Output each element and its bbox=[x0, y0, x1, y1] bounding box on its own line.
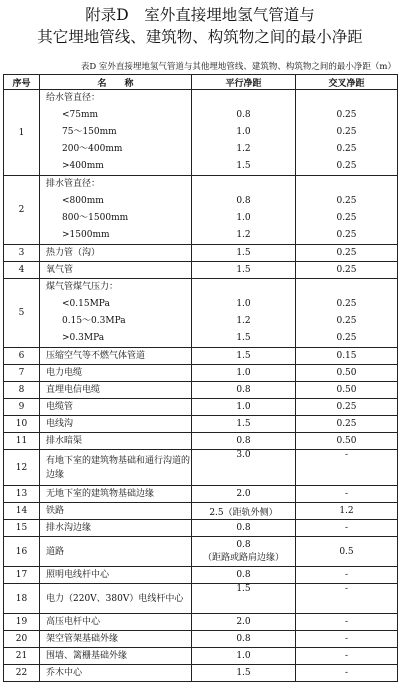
row-number: 18 bbox=[4, 584, 40, 614]
parallel-cell bbox=[192, 567, 296, 584]
parallel-cell bbox=[192, 90, 296, 176]
group-title: 煤气管煤气压力： bbox=[46, 282, 119, 292]
row-name-cell bbox=[40, 450, 192, 486]
table-row bbox=[4, 584, 398, 614]
row-name-cell bbox=[40, 665, 192, 682]
parallel-value: 1.5 bbox=[236, 161, 251, 171]
parallel-cell bbox=[192, 486, 296, 503]
table-row bbox=[4, 382, 398, 399]
parallel-value: 1.5 bbox=[236, 419, 251, 429]
row-number: 17 bbox=[4, 567, 40, 584]
parallel-value: 1.5 bbox=[236, 351, 251, 361]
row-name-cell bbox=[40, 503, 192, 520]
cross-cell bbox=[296, 450, 398, 486]
cross-value: - bbox=[344, 570, 349, 580]
parallel-cell bbox=[192, 614, 296, 631]
header-cross: 交叉净距 bbox=[296, 75, 398, 90]
cross-value: 0.25 bbox=[336, 402, 357, 412]
cross-cell bbox=[296, 348, 398, 365]
row-number: 8 bbox=[4, 382, 40, 399]
parallel-value: 1.0 bbox=[236, 127, 251, 137]
cross-cell bbox=[296, 176, 398, 245]
row-number: 11 bbox=[4, 433, 40, 450]
parallel-value: 1.5 bbox=[236, 265, 251, 275]
parallel-cell bbox=[192, 245, 296, 262]
parallel-value: 1.0 bbox=[236, 368, 251, 378]
row-number: 20 bbox=[4, 631, 40, 648]
parallel-value: 2.0 bbox=[236, 617, 251, 627]
cross-value: - bbox=[344, 634, 349, 644]
cross-value: 0.25 bbox=[336, 316, 357, 326]
sub-item-label: >1500mm bbox=[62, 230, 110, 240]
row-number: 22 bbox=[4, 665, 40, 682]
row-name-cell bbox=[40, 520, 192, 537]
blank-line bbox=[296, 90, 397, 107]
parallel-cell bbox=[192, 537, 296, 567]
table-row bbox=[4, 648, 398, 665]
sub-item-label: >0.3MPa bbox=[62, 333, 105, 343]
row-name-cell bbox=[40, 279, 192, 348]
table-row bbox=[4, 348, 398, 365]
row-name-cell bbox=[40, 416, 192, 433]
parallel-value: 3.0 bbox=[236, 450, 251, 460]
table-row bbox=[4, 90, 398, 176]
parallel-cell bbox=[192, 262, 296, 279]
table-row bbox=[4, 399, 398, 416]
sub-item-label: >400mm bbox=[62, 161, 104, 171]
parallel-value: 0.8 bbox=[236, 436, 251, 446]
cross-value: - bbox=[344, 617, 349, 627]
row-number: 19 bbox=[4, 614, 40, 631]
cross-value: 0.25 bbox=[336, 419, 357, 429]
cross-value: 0.50 bbox=[336, 436, 357, 446]
table-row bbox=[4, 665, 398, 682]
parallel-value: 1.0 bbox=[236, 402, 251, 412]
parallel-cell bbox=[192, 631, 296, 648]
table-row bbox=[4, 416, 398, 433]
header-parallel: 平行净距 bbox=[192, 75, 296, 90]
parallel-value: 1.5 bbox=[236, 584, 251, 594]
row-name: 照明电线杆中心 bbox=[46, 570, 110, 580]
row-number: 21 bbox=[4, 648, 40, 665]
row-number: 16 bbox=[4, 537, 40, 567]
cross-cell bbox=[296, 245, 398, 262]
row-name-cell bbox=[40, 537, 192, 567]
parallel-value: 1.2 bbox=[236, 316, 251, 326]
table-row bbox=[4, 486, 398, 503]
row-name-cell bbox=[40, 486, 192, 503]
sub-item-label: 800～1500mm bbox=[62, 213, 129, 223]
row-name: 高压电杆中心 bbox=[46, 617, 101, 627]
parallel-cell bbox=[192, 503, 296, 520]
parallel-cell bbox=[192, 665, 296, 682]
row-number: 13 bbox=[4, 486, 40, 503]
cross-cell bbox=[296, 90, 398, 176]
table-row bbox=[4, 262, 398, 279]
table-row bbox=[4, 176, 398, 245]
cross-cell bbox=[296, 279, 398, 348]
cross-value: - bbox=[344, 450, 349, 460]
cross-value: - bbox=[344, 489, 349, 499]
cross-value: 0.50 bbox=[336, 385, 357, 395]
header-name: 名 称 bbox=[40, 75, 192, 90]
cross-value: - bbox=[344, 668, 349, 678]
table-row bbox=[4, 433, 398, 450]
cross-value: 0.25 bbox=[336, 144, 357, 154]
row-name-cell bbox=[40, 433, 192, 450]
parallel-value: 1.5 bbox=[236, 248, 251, 258]
blank-line bbox=[296, 176, 397, 193]
table-row bbox=[4, 365, 398, 382]
row-name-cell bbox=[40, 614, 192, 631]
parallel-cell bbox=[192, 279, 296, 348]
sub-item-label: 75～150mm bbox=[62, 127, 117, 137]
table-header-row bbox=[4, 75, 398, 90]
parallel-value: 1.2 bbox=[236, 230, 251, 240]
cross-cell bbox=[296, 503, 398, 520]
cross-value: 0.25 bbox=[336, 299, 357, 309]
row-name: 电线沟 bbox=[46, 419, 74, 429]
cross-cell bbox=[296, 631, 398, 648]
row-number: 2 bbox=[4, 176, 40, 245]
row-name: 乔木中心 bbox=[46, 668, 83, 678]
parallel-value: 0.8 bbox=[236, 523, 251, 533]
group-title: 给水管直径： bbox=[46, 93, 101, 103]
blank-line bbox=[192, 90, 295, 107]
parallel-value: 1.0 bbox=[236, 213, 251, 223]
cross-value: 0.25 bbox=[336, 127, 357, 137]
cross-value: 0.25 bbox=[336, 333, 357, 343]
row-name: 有地下室的建筑物基础和通行沟道的边缘 bbox=[46, 455, 191, 480]
row-name-cell bbox=[40, 245, 192, 262]
row-name-cell bbox=[40, 567, 192, 584]
cross-cell bbox=[296, 433, 398, 450]
parallel-value: 1.0 bbox=[236, 299, 251, 309]
row-name: 氧气管 bbox=[46, 265, 74, 275]
cross-value: - bbox=[344, 651, 349, 661]
row-name-cell bbox=[40, 262, 192, 279]
parallel-value: 1.5 bbox=[236, 668, 251, 678]
parallel-value: 0.8 bbox=[236, 570, 251, 580]
row-name-cell bbox=[40, 176, 192, 245]
cross-cell bbox=[296, 382, 398, 399]
blank-line bbox=[192, 279, 295, 296]
table-row bbox=[4, 537, 398, 567]
table-row bbox=[4, 567, 398, 584]
table-row bbox=[4, 450, 398, 486]
parallel-cell bbox=[192, 348, 296, 365]
parallel-cell bbox=[192, 382, 296, 399]
row-name: 无地下室的建筑物基础边缘 bbox=[46, 489, 155, 499]
row-number: 4 bbox=[4, 262, 40, 279]
parallel-value: 0.8 bbox=[236, 385, 251, 395]
sub-item-label: <800mm bbox=[62, 196, 104, 206]
blank-line bbox=[296, 279, 397, 296]
row-name-cell bbox=[40, 631, 192, 648]
title-line-1: 附录D 室外直接埋地氢气管道与 bbox=[85, 6, 315, 24]
cross-cell bbox=[296, 584, 398, 614]
title-line-2: 其它埋地管线、建筑物、构筑物之间的最小净距 bbox=[37, 28, 363, 46]
parallel-note: （距路或路肩边缘） bbox=[202, 553, 284, 563]
cross-cell bbox=[296, 416, 398, 433]
cross-value: - bbox=[344, 584, 349, 594]
row-number: 5 bbox=[4, 279, 40, 348]
table-row bbox=[4, 631, 398, 648]
row-name: 电缆管 bbox=[46, 402, 74, 412]
clearance-table bbox=[3, 74, 398, 682]
row-name: 排水沟边缘 bbox=[46, 523, 92, 533]
cross-value: 0.25 bbox=[336, 213, 357, 223]
parallel-value: 0.8 bbox=[236, 196, 251, 206]
cross-cell bbox=[296, 567, 398, 584]
cross-value: 0.5 bbox=[339, 546, 354, 557]
row-number: 7 bbox=[4, 365, 40, 382]
parallel-value: 0.8 bbox=[236, 634, 251, 644]
parallel-cell bbox=[192, 648, 296, 665]
cross-cell bbox=[296, 648, 398, 665]
table-row bbox=[4, 245, 398, 262]
row-number: 1 bbox=[4, 90, 40, 176]
parallel-cell bbox=[192, 520, 296, 537]
row-name: 热力管（沟） bbox=[46, 248, 101, 258]
parallel-cell bbox=[192, 416, 296, 433]
cross-cell bbox=[296, 665, 398, 682]
cross-cell bbox=[296, 262, 398, 279]
blank-line bbox=[192, 176, 295, 193]
row-name-cell bbox=[40, 648, 192, 665]
sub-item-label: <75mm bbox=[62, 110, 99, 120]
row-name: 铁路 bbox=[46, 506, 65, 516]
row-name-cell bbox=[40, 348, 192, 365]
row-name-cell bbox=[40, 365, 192, 382]
cross-value: 0.25 bbox=[336, 265, 357, 275]
table-row bbox=[4, 614, 398, 631]
cross-cell bbox=[296, 537, 398, 567]
cross-value: 0.25 bbox=[336, 161, 357, 171]
cross-cell bbox=[296, 365, 398, 382]
cross-value: 0.25 bbox=[336, 110, 357, 120]
row-number: 9 bbox=[4, 399, 40, 416]
row-number: 3 bbox=[4, 245, 40, 262]
row-number: 6 bbox=[4, 348, 40, 365]
row-name-cell bbox=[40, 584, 192, 614]
cross-cell bbox=[296, 399, 398, 416]
parallel-value: 1.0 bbox=[236, 651, 251, 661]
cross-value: 0.50 bbox=[336, 368, 357, 378]
cross-value: - bbox=[344, 523, 349, 533]
parallel-value: 1.2 bbox=[236, 144, 251, 154]
row-name: 电力电缆 bbox=[46, 368, 83, 378]
parallel-cell bbox=[192, 584, 296, 614]
row-name: 压缩空气等不燃气体管道 bbox=[46, 351, 146, 361]
row-name: 围墙、篱栅基础外缘 bbox=[46, 651, 128, 661]
row-number: 15 bbox=[4, 520, 40, 537]
parallel-value: 2.0 bbox=[236, 489, 251, 499]
row-name-cell bbox=[40, 90, 192, 176]
cross-value: 0.15 bbox=[336, 351, 357, 361]
parallel-value: 0.8 bbox=[236, 540, 251, 550]
row-name: 道路 bbox=[46, 546, 65, 557]
row-name: 架空管架基础外缘 bbox=[46, 634, 119, 644]
cross-value: 0.25 bbox=[336, 230, 357, 240]
parallel-value: 1.5 bbox=[236, 333, 251, 343]
cross-value: 1.2 bbox=[339, 506, 354, 516]
row-name: 直埋电信电缆 bbox=[46, 385, 101, 395]
row-number: 10 bbox=[4, 416, 40, 433]
table-body bbox=[4, 90, 398, 682]
header-no: 序号 bbox=[4, 75, 40, 90]
row-name: 电力（220V、380V）电线杆中心 bbox=[46, 593, 184, 604]
sub-item-label: 200～400mm bbox=[62, 144, 123, 154]
cross-value: 0.25 bbox=[336, 196, 357, 206]
row-number: 12 bbox=[4, 450, 40, 486]
table-row bbox=[4, 520, 398, 537]
sub-item-label: 0.15～0.3MPa bbox=[62, 316, 126, 326]
sub-item-label: <0.15MPa bbox=[62, 299, 110, 309]
parallel-cell bbox=[192, 450, 296, 486]
table-caption: 表D 室外直接埋地氢气管道与其他埋地管线、建筑物、构筑物之间的最小净距（m） bbox=[80, 62, 396, 72]
parallel-value: 2.5（距轨外侧） bbox=[209, 507, 278, 518]
row-name-cell bbox=[40, 382, 192, 399]
parallel-cell bbox=[192, 365, 296, 382]
parallel-cell bbox=[192, 433, 296, 450]
cross-cell bbox=[296, 614, 398, 631]
parallel-cell bbox=[192, 176, 296, 245]
parallel-cell bbox=[192, 399, 296, 416]
table-row bbox=[4, 503, 398, 520]
row-name-cell bbox=[40, 399, 192, 416]
document-title bbox=[0, 0, 400, 48]
row-number: 14 bbox=[4, 503, 40, 520]
table-row bbox=[4, 279, 398, 348]
cross-cell bbox=[296, 520, 398, 537]
parallel-value: 0.8 bbox=[236, 110, 251, 120]
group-title: 排水管直径： bbox=[46, 179, 101, 189]
cross-cell bbox=[296, 486, 398, 503]
cross-value: 0.25 bbox=[336, 248, 357, 258]
row-name: 排水暗渠 bbox=[46, 436, 83, 446]
